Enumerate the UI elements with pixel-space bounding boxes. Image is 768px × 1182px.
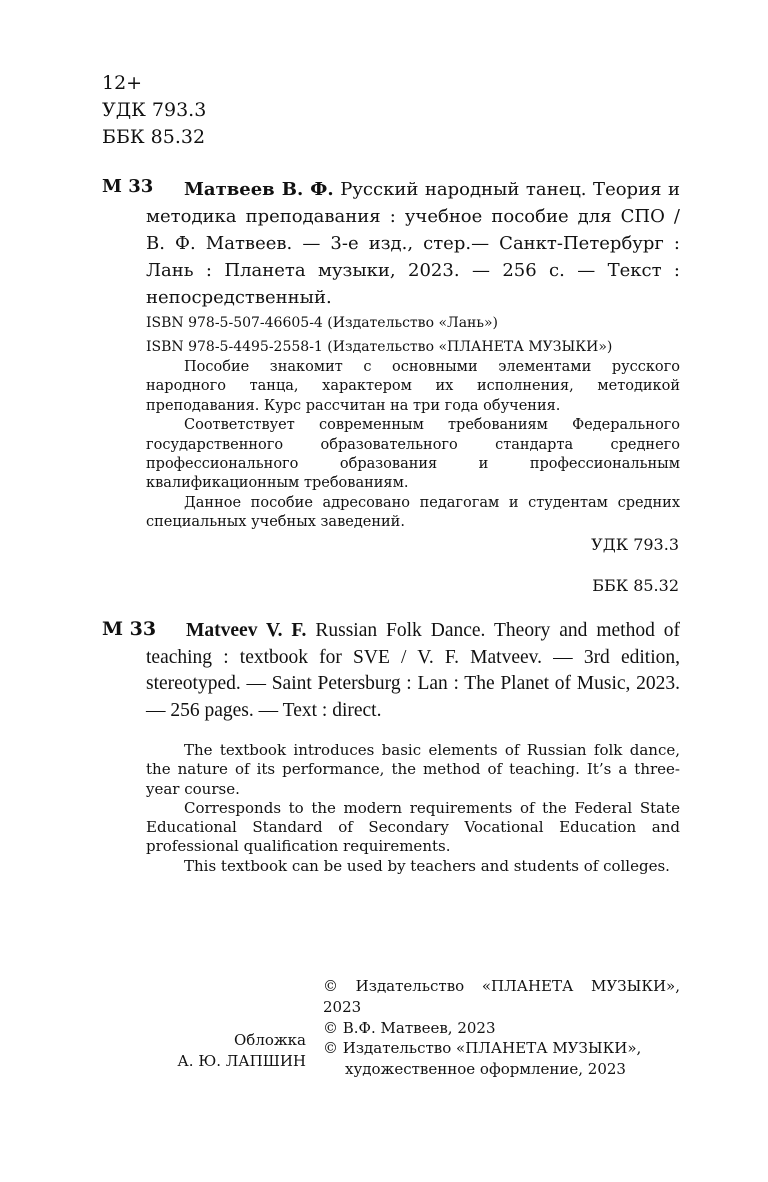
age-rating: 12+	[102, 72, 143, 94]
udk-code-right: УДК 793.3	[591, 535, 679, 554]
annotation-en	[146, 741, 680, 876]
annotation-ru-p1: Пособие знакомит с основными элементами русского народного танца, характером их исполнения, методикой преподавания. Курс рассчитан на три года обучения.	[146, 359, 680, 414]
author-name-ru: Матвеев В. Ф.	[184, 179, 334, 200]
header-block	[102, 70, 206, 151]
udk-code: УДК 793.3	[102, 99, 207, 121]
annotation-ru-p2: Соответствует современным требованиям Федерального государственного образовательного стандарта среднего профессионального образования и профессиональным квалификационным требованиям.	[146, 417, 680, 492]
annotation-en-p2: Corresponds to the modern requirements of the Federal State Educational Standard of Secondary Vocational Education and professional qualification requirements.	[146, 798, 680, 856]
copyright-author: © В.Ф. Матвеев, 2023	[323, 1018, 496, 1037]
cover-label: Обложка	[233, 1031, 306, 1049]
annotation-ru	[146, 358, 680, 533]
bbk-code: ББК 85.32	[102, 126, 206, 148]
description-text-ru: Русский народный танец. Теория и методика преподавания : учебное пособие для СПО / В. Ф. Матвеев. — 3-е изд., стер.— Санкт-Петербург : Лань : Планета музыки, 2023. — 256 с. — Текст : непосредственный.	[146, 179, 680, 308]
annotation-ru-p3: Данное пособие адресовано педагогам и студентам средних специальных учебных заведений.	[146, 494, 680, 531]
bbk-code-right: ББК 85.32	[592, 576, 679, 595]
cover-artist: А. Ю. ЛАПШИН	[177, 1052, 306, 1070]
author-sign-en: M 33	[102, 618, 157, 640]
copyright-design-cont: художественное оформление, 2023	[345, 1060, 626, 1079]
bibliographic-description-ru	[146, 176, 680, 311]
cover-credit	[177, 1030, 306, 1072]
bibliographic-description-en	[146, 618, 680, 724]
copyright-publisher: © Издательство «ПЛАНЕТА МУЗЫКИ», 2023	[323, 977, 680, 1016]
isbn-lan: ISBN 978-5-507-46605-4 (Издательство «Лань»)	[146, 315, 499, 331]
author-name-en: Matveev V. F.	[186, 620, 307, 641]
copyright-block	[323, 976, 680, 1080]
english-bibliographic-entry	[102, 618, 680, 724]
isbn-planet-music: ISBN 978-5-4495-2558-1 (Издательство «ПЛАНЕТА МУЗЫКИ»)	[146, 339, 613, 355]
description-text-en: Russian Folk Dance. Theory and method of teaching : textbook for SVE / V. F. Matveev. — 3rd edition, stereotyped. — Saint Petersburg : Lan : The Planet of Music, 2023. — 256 pages. — Text : direct.	[146, 620, 681, 721]
russian-bibliographic-entry	[102, 176, 680, 359]
annotation-en-p3: This textbook can be used by teachers and students of colleges.	[184, 856, 670, 875]
annotation-en-p1: The textbook introduces basic elements of Russian folk dance, the nature of its performance, the method of teaching. It’s a three-year course.	[146, 741, 680, 798]
copyright-design: © Издательство «ПЛАНЕТА МУЗЫКИ»,	[323, 1039, 642, 1058]
author-sign-ru: М 33	[102, 176, 154, 197]
